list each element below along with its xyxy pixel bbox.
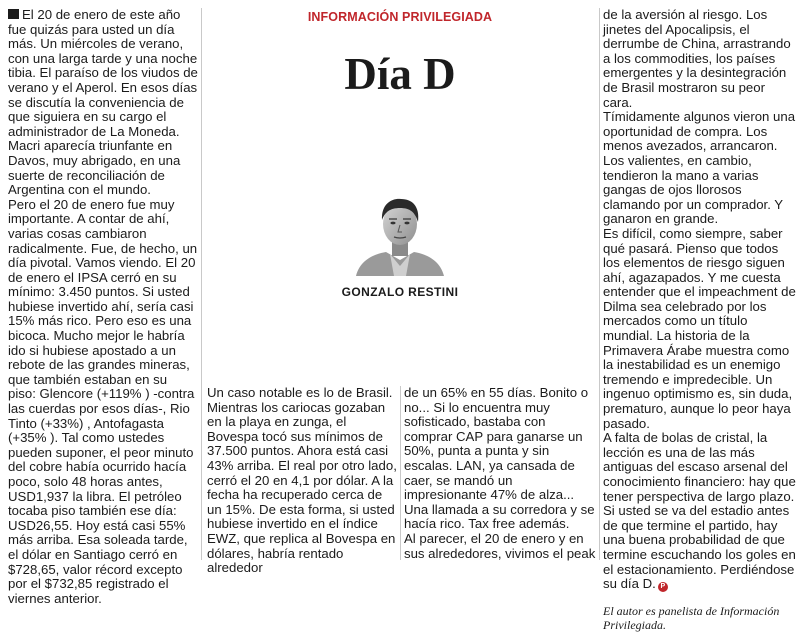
paragraph: Tímidamente algunos vieron una oportunidad de compra. Los menos avezados, arrancaron. Los valientes, en cambio, tendieron la mano a varias gangas de ojos llorosos clamando por un comprador. Y ganaron en grande.	[603, 109, 796, 227]
paragraph: Es difícil, como siempre, saber qué pasará. Pienso que todos los elementos de riesgo siguen ahí, agazapados. Y me cuesta entender que el impeachment de Dilma sea celebrado por los mercados como un título mundial. La historia de la Primavera Árabe muestra como la inestabilidad es un enemigo tremendo e impredecible. Un ingenuo optimismo es, sin duda, prematuro, aunque lo peor haya pasado.	[603, 225, 796, 431]
headline: Día D	[344, 49, 456, 99]
paragraph: Un caso notable es lo de Brasil. Mientras los cariocas gozaban en la playa en zunga, el Bovespa tocó sus mínimos de 37.500 puntos. Ahora está casi 43% arriba. El real por otro lado, cerró el 20 en 4,1 por dólar. A la fecha ha recuperado cerca de un 15%. De esta forma, si usted hubiese invertido en el índice EWZ, que replica al Bovespa en dólares, habría rentado alrededor	[207, 385, 397, 576]
end-mark-icon: P	[658, 582, 668, 592]
lead-bullet-icon	[8, 9, 19, 19]
paragraph: A falta de bolas de cristal, la lección es una de las más antiguas del escaso arsenal del conocimiento financiero: hay que tener perspectiva de largo plazo. Si usted se va del estadio antes de que termine el partido, hay una buena probabilidad de que termine escuchando los goles en el estacionamiento. Perdiéndose su día D. P	[603, 430, 796, 592]
author-footnote: El autor es panelista de Información Privilegiada.	[603, 604, 780, 632]
paragraph: de la aversión al riesgo. Los jinetes del Apocalipsis, el derrumbe de China, arrastrando a los commodities, los países emergentes y la desintegración de Brasil mostraron su peor cara.	[603, 7, 791, 110]
column-3	[404, 386, 596, 561]
column-1	[8, 8, 198, 606]
column-divider-2	[400, 386, 401, 560]
paragraph: Pero el 20 de enero fue muy importante. A contar de ahí, varias cosas cambiaron radicalmente. Fue, de hecho, un día pivotal. Vamos viendo. El 20 de enero el IPSA cerró en su mínimo: 3.450 puntos. Si usted hubiese invertido ahí, sería casi 15% más rico. Pero eso es una bicoca. Mucho mejor le habría ido si hubiese apostado a un rebote de las grandes mineras, que también estaban en su piso: Glencore (+119% ) -contra las cuerdas por esos días-, Rio Tinto (+33%) , Antofagasta (+35% ). Tal como ustedes pueden suponer, el peor minuto del cobre había ocurrido hacía poco, solo 48 horas antes, USD1,937 la libra. El petróleo tocaba piso también ese día: USD26,55. Hoy está casi 55% más arriba. Esa soleada tarde, el dólar en Santiago cerró en $728,65, valor récord excepto por el $732,85 registrado el viernes anterior.	[8, 196, 198, 606]
paragraph: El 20 de enero de este año fue quizás para usted un día más. Un miércoles de verano, con una larga tarde y una noche tibia. El paraíso de los viudos de verano y el Aperol. En esos días se discutía la conveniencia de que siguiera en su cargo el administrador de La Moneda. Macri aparecía triunfante en Davos, muy abrigado, en una suerte de reconciliación de Argentina con el mundo.	[8, 7, 198, 198]
paragraph: de un 65% en 55 días. Bonito o no... Si lo encuentra muy sofisticado, bastaba con comprar CAP para ganarse un 50%, punta a punta y sin escalas. LAN, ya cansada de caer, se mandó un impresionante 47% de alza... Una llamada a su corredora y se hacía rico. Tax free además.	[404, 385, 595, 532]
section-label: INFORMACIÓN PRIVILEGIADA	[307, 10, 493, 24]
author-byline: GONZALO RESTINI	[341, 285, 459, 299]
author-portrait	[348, 192, 452, 281]
column-2	[207, 386, 399, 576]
column-4	[603, 8, 797, 632]
paragraph: Al parecer, el 20 de enero y en sus alrededores, vivimos el peak	[404, 530, 596, 561]
